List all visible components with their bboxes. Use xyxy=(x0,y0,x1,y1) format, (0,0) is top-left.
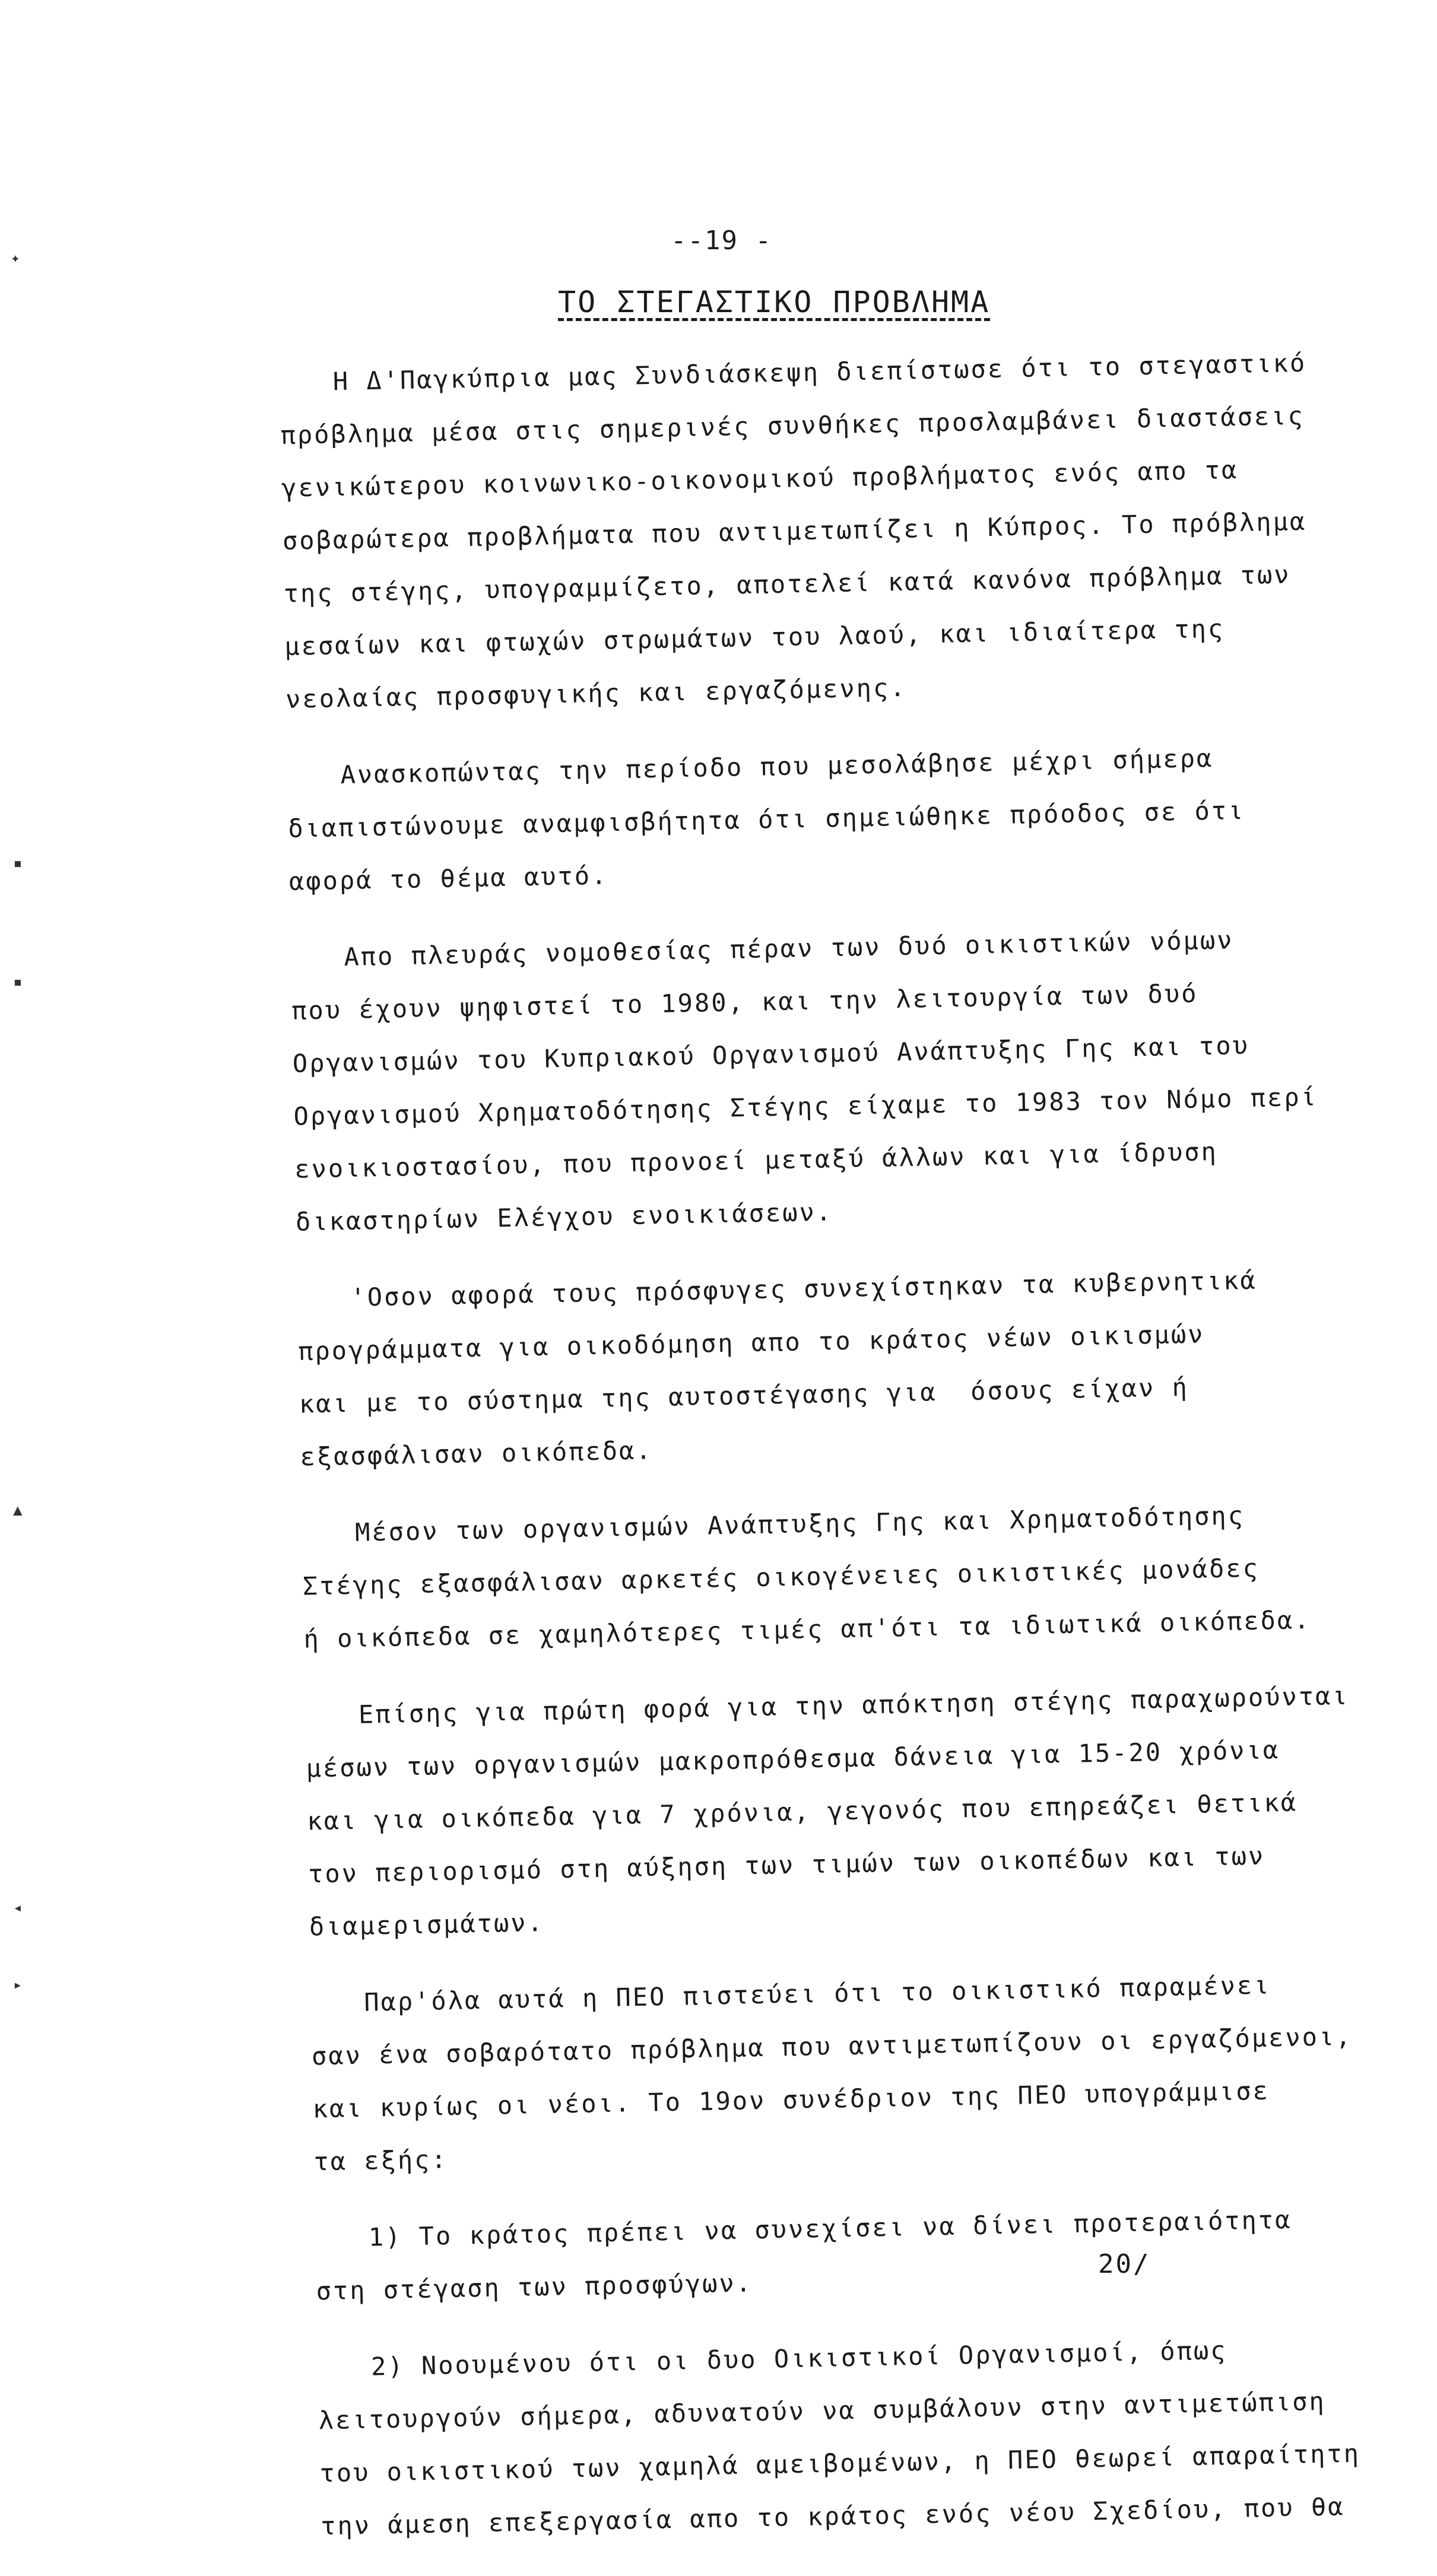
text-line: διαπιστώνουμε αναμφισβήτητα ότι σημειώθηκε πρόοδος σε ότι xyxy=(287,795,1245,843)
text-line: της στέγης, υπογραμμίζετο, αποτελεί κατά κανόνα πρόβλημα των xyxy=(283,560,1292,608)
text-line: του οικιστικού των χαμηλά αμειβομένων, η ΠΕΟ θεωρεί απαραίτητη xyxy=(319,2438,1361,2488)
paragraph-8 xyxy=(315,2190,1437,2318)
text-line: Οργανισμού Χρηματοδότησης Στέγης είχαμε το 1983 τον Νόμο περί xyxy=(293,1082,1318,1131)
text-line: σαν ένα σοβαρότατο πρόβλημα που αντιμετωπίζουν οι εργαζόμενοι, xyxy=(311,2021,1353,2071)
text-line: Μέσον των οργανισμών Ανάπτυξης Γης και Χρηματοδότησης xyxy=(354,1501,1245,1547)
continuation-marker: 20/ xyxy=(1098,2249,1151,2279)
paragraph-6 xyxy=(304,1667,1437,1954)
text-line: Παρ'όλα αυτά η ΠΕΟ πιστεύει ότι το οικιστικό παραμένει xyxy=(363,1970,1271,2017)
text-line: και με το σύστημα της αυτοστέγασης για όσους είχαν ή xyxy=(299,1372,1189,1419)
text-line: που έχουν ψηφιστεί το 1980, και την λειτουργία των δυό xyxy=(291,979,1198,1025)
text-line: μέσων των οργανισμών μακροπρόθεσμα δάνεια για 15-20 χρόνια xyxy=(306,1735,1280,1783)
text-line: 'Οσον αφορά τους πρόσφυγες συνεχίστηκαν τα κυβερνητικά xyxy=(350,1265,1258,1312)
text-line: μεσαίων και φτωχών στρωμάτων του λαού, και ιδιαίτερα της xyxy=(284,614,1225,661)
text-line: και για οικόπεδα για 7 χρόνια, γεγονός που επηρεάζει θετικά xyxy=(306,1787,1298,1836)
text-line: στη στέγαση των προσφύγων. xyxy=(316,2268,753,2306)
text-line: 1) Το κράτος πρέπει να συνεχίσει να δίνει προτεραιότητα xyxy=(368,2205,1292,2252)
text-line: γενικώτερου κοινωνικο-οικονομικού προβλήματος ενός απο τα xyxy=(281,455,1239,503)
page-number: --19 - xyxy=(671,225,772,256)
paragraph-4 xyxy=(297,1250,1437,1484)
paragraph-5 xyxy=(301,1485,1437,1666)
binding-hole-mark: ▸ xyxy=(13,1976,23,1994)
text-line: και κυρίως οι νέοι. Το 19ον συνέδριον της ΠΕΟ υπογράμμισε xyxy=(312,2076,1270,2124)
text-line: προγράμματα για οικοδόμηση απο το κράτος νέων οικισμών xyxy=(297,1319,1205,1366)
text-line: 2) Νοουμένου ότι οι δυο Οικιστικοί Οργανισμοί, όπως xyxy=(370,2335,1227,2381)
text-line: Στέγης εξασφάλισαν αρκετές οικογένειες οικιστικές μονάδες xyxy=(302,1553,1260,1601)
text-line: τα εξής: xyxy=(313,2145,449,2177)
binding-hole-mark: ▲ xyxy=(13,1501,23,1519)
binding-hole-mark: ✦ xyxy=(11,249,20,267)
text-line: Ανασκοπώντας την περίοδο που μεσολάβησε μέχρι σήμερα xyxy=(340,743,1214,790)
text-line: αφορά το θέμα αυτό. xyxy=(288,860,608,896)
text-line: Απο πλευράς νομοθεσίας πέραν των δυό οικιστικών νόμων xyxy=(343,925,1234,972)
text-line: ενοικιοστασίου, που προνοεί μεταξύ άλλων και για ίδρυση xyxy=(294,1136,1219,1184)
text-line: νεολαίας προσφυγικής και εργαζόμενης. xyxy=(285,672,907,714)
text-line: εξασφάλισαν οικόπεδα. xyxy=(300,1435,653,1472)
text-line: Η Δ'Παγκύπρια μας Συνδιάσκεψη διεπίστωσε ότι το στεγαστικό xyxy=(332,348,1307,396)
text-line: διαμερισμάτων. xyxy=(309,1907,545,1942)
text-line: σοβαρώτερα προβλήματα που αντιμετωπίζει η Κύπρος. Το πρόβλημα xyxy=(282,506,1307,555)
paragraph-9 xyxy=(317,2319,1437,2553)
page-title: ΤΟ ΣΤΕΓΑΣΤΙΚΟ ΠΡΟΒΛΗΜΑ xyxy=(558,285,991,319)
text-line: Οργανισμών του Κυπριακού Οργανισμού Ανάπτυξης Γης και του xyxy=(292,1030,1250,1078)
text-line: την άμεση επεξεργασία απο το κράτος ενός νέου Σχεδίου, που θα xyxy=(320,2492,1345,2541)
binding-hole-mark: ▪ xyxy=(13,973,23,991)
text-line: λειτουργούν σήμερα, αδυνατούν να συμβάλουν στην αντιμετώπιση xyxy=(318,2386,1327,2435)
binding-hole-mark: ◂ xyxy=(13,1899,23,1917)
paragraph-3 xyxy=(290,909,1437,1249)
text-line: ή οικόπεδα σε χαμηλότερες τιμές απ'ότι τα ιδιωτικά οικόπεδα. xyxy=(303,1605,1311,1654)
paragraph-1 xyxy=(279,333,1437,726)
text-line: τον περιορισμό στη αύξηση των τιμών των οικοπέδων και των xyxy=(307,1841,1265,1889)
text-line: δικαστηρίων Ελέγχου ενοικιάσεων. xyxy=(295,1197,833,1237)
binding-hole-mark: ▪ xyxy=(13,855,23,872)
text-line: πρόβλημα μέσα στις σημερινές συνθήκες προσλαμβάνει διαστάσεις xyxy=(280,401,1305,450)
text-line: Επίσης για πρώτη φορά για την απόκτηση στέγης παραχωρούνται xyxy=(358,1681,1350,1729)
paragraph-7 xyxy=(310,1955,1437,2189)
document-body xyxy=(279,333,1437,2576)
paragraph-2 xyxy=(287,727,1437,908)
